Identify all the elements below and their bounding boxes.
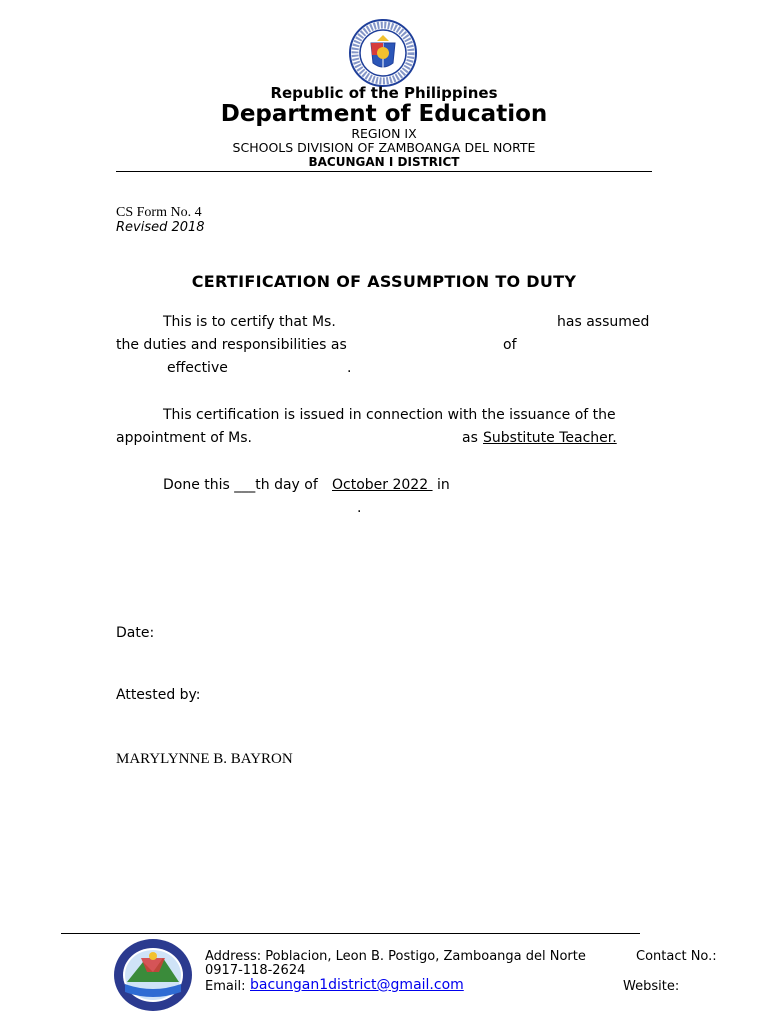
- header-divider: [116, 171, 652, 172]
- form-number: CS Form No. 4: [116, 205, 202, 220]
- division-heading: SCHOOLS DIVISION OF ZAMBOANGA DEL NORTE: [232, 140, 536, 155]
- footer-email-link[interactable]: bacungan1district@gmail.com: [250, 977, 464, 993]
- certify-paragraph: [116, 311, 652, 380]
- footer-address: Address: Poblacion, Leon B. Postigo, Zamboanga del Norte: [205, 949, 586, 964]
- position-text: Substitute Teacher.: [483, 430, 617, 446]
- issuance-paragraph: [116, 404, 652, 450]
- deped-seal-icon: [349, 19, 417, 87]
- date-label: Date:: [116, 625, 155, 641]
- attested-label: Attested by:: [116, 687, 201, 703]
- done-period: .: [357, 500, 362, 516]
- in-text: in: [437, 477, 450, 493]
- as-text: as: [462, 430, 478, 446]
- footer-email-label: Email:: [205, 979, 246, 994]
- done-text: Done this ___th day of: [163, 477, 318, 493]
- certify-text: This is to certify that Ms.: [163, 314, 336, 330]
- duties-text: the duties and responsibilities as: [116, 337, 347, 353]
- period-text: .: [347, 360, 352, 376]
- document-title: CERTIFICATION OF ASSUMPTION TO DUTY: [191, 272, 577, 291]
- footer-divider: [61, 933, 640, 934]
- footer-contact-label: Contact No.:: [636, 949, 717, 964]
- done-paragraph: [116, 474, 652, 520]
- signer-name: MARYLYNNE B. BAYRON: [116, 751, 293, 767]
- district-heading: BACUNGAN I DISTRICT: [308, 155, 460, 169]
- done-date: October 2022: [332, 477, 433, 493]
- effective-text: effective: [167, 360, 228, 376]
- of-text: of: [503, 337, 517, 353]
- bacungan-district-logo-icon: [113, 938, 193, 1012]
- footer-website-label: Website:: [623, 979, 680, 994]
- form-revision: Revised 2018: [116, 220, 205, 235]
- region-heading: REGION IX: [351, 126, 417, 141]
- appointment-text: appointment of Ms.: [116, 430, 253, 446]
- republic-heading: Republic of the Philippines: [270, 84, 498, 102]
- issuance-text: This certification is issued in connection with the issuance of the: [163, 407, 616, 423]
- department-heading: Department of Education: [220, 101, 548, 127]
- has-assumed-text: has assumed: [557, 314, 650, 330]
- footer-contact-number: 0917-118-2624: [205, 963, 306, 978]
